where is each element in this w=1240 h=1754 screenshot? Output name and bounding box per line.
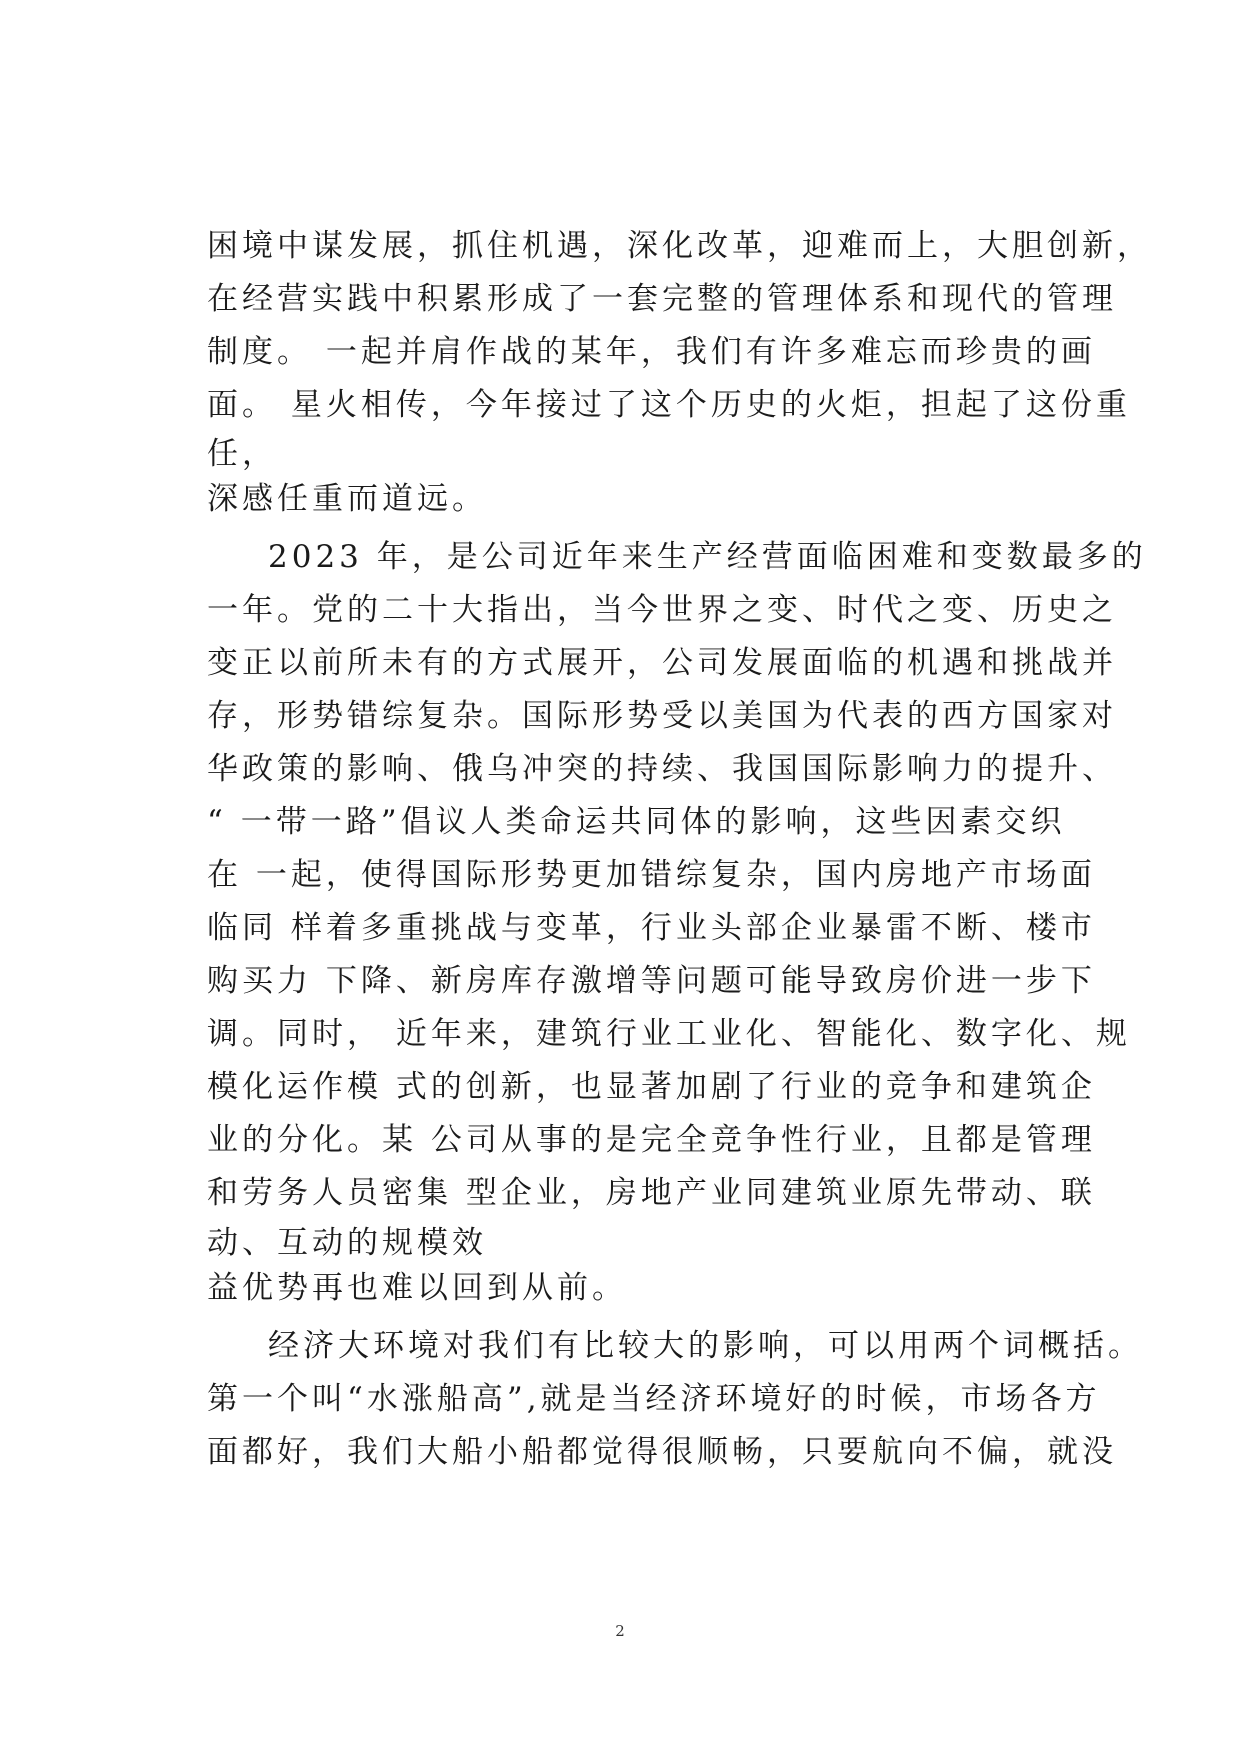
- paragraph-first-line: 2023 年，是公司近年来生产经营面临困难和变数最多的: [268, 539, 1147, 575]
- text-line: 第一个叫“水涨船高”,就是当经济环境好的时候，市场各方: [207, 1381, 1101, 1417]
- text-line: 和劳务人员密集 型企业，房地产业同建筑业原先带动、联: [207, 1175, 1096, 1211]
- text-line: 面都好，我们大船小船都觉得很顺畅，只要航向不偏，就没: [207, 1434, 1117, 1470]
- text-line: 困境中谋发展，抓住机遇，深化改革，迎难而上，大胆创新，: [207, 228, 1152, 264]
- text-line: 在 一起，使得国际形势更加错综复杂，国内房地产市场面: [207, 857, 1096, 893]
- text-line: 华政策的影响、俄乌冲突的持续、我国国际影响力的提升、: [207, 751, 1117, 787]
- text-line: 业的分化。某 公司从事的是完全竞争性行业，且都是管理: [207, 1122, 1096, 1158]
- text-line: 面。 星火相传，今年接过了这个历史的火炬，担起了这份重: [207, 387, 1131, 423]
- text-line: 模化运作模 式的创新，也显著加剧了行业的竞争和建筑企: [207, 1069, 1096, 1105]
- text-line: 制度。 一起并肩作战的某年，我们有许多难忘而珍贵的画: [207, 334, 1096, 370]
- text-line: “ 一带一路”倡议人类命运共同体的影响，这些因素交织: [207, 804, 1066, 840]
- text-line: 深感任重而道远。: [207, 481, 487, 517]
- text-line: 临同 样着多重挑战与变革，行业头部企业暴雷不断、楼市: [207, 910, 1096, 946]
- page-number: 2: [615, 1622, 625, 1640]
- text-line: 调。同时， 近年来，建筑行业工业化、智能化、数字化、规: [207, 1016, 1131, 1052]
- text-line: 动、互动的规模效: [207, 1225, 487, 1261]
- text-line: 变正以前所未有的方式展开，公司发展面临的机遇和挑战并: [207, 645, 1117, 681]
- text-line: 任，: [207, 436, 277, 472]
- text-line: 在经营实践中积累形成了一套完整的管理体系和现代的管理: [207, 281, 1117, 317]
- text-line: 一年。党的二十大指出，当今世界之变、时代之变、历史之: [207, 592, 1117, 628]
- text-line: 存，形势错综复杂。国际形势受以美国为代表的西方国家对: [207, 698, 1117, 734]
- paragraph-first-line: 经济大环境对我们有比较大的影响，可以用两个词概括。: [268, 1328, 1143, 1364]
- text-line: 购买力 下降、新房库存激增等问题可能导致房价进一步下: [207, 963, 1096, 999]
- text-line: 益优势再也难以回到从前。: [207, 1270, 627, 1306]
